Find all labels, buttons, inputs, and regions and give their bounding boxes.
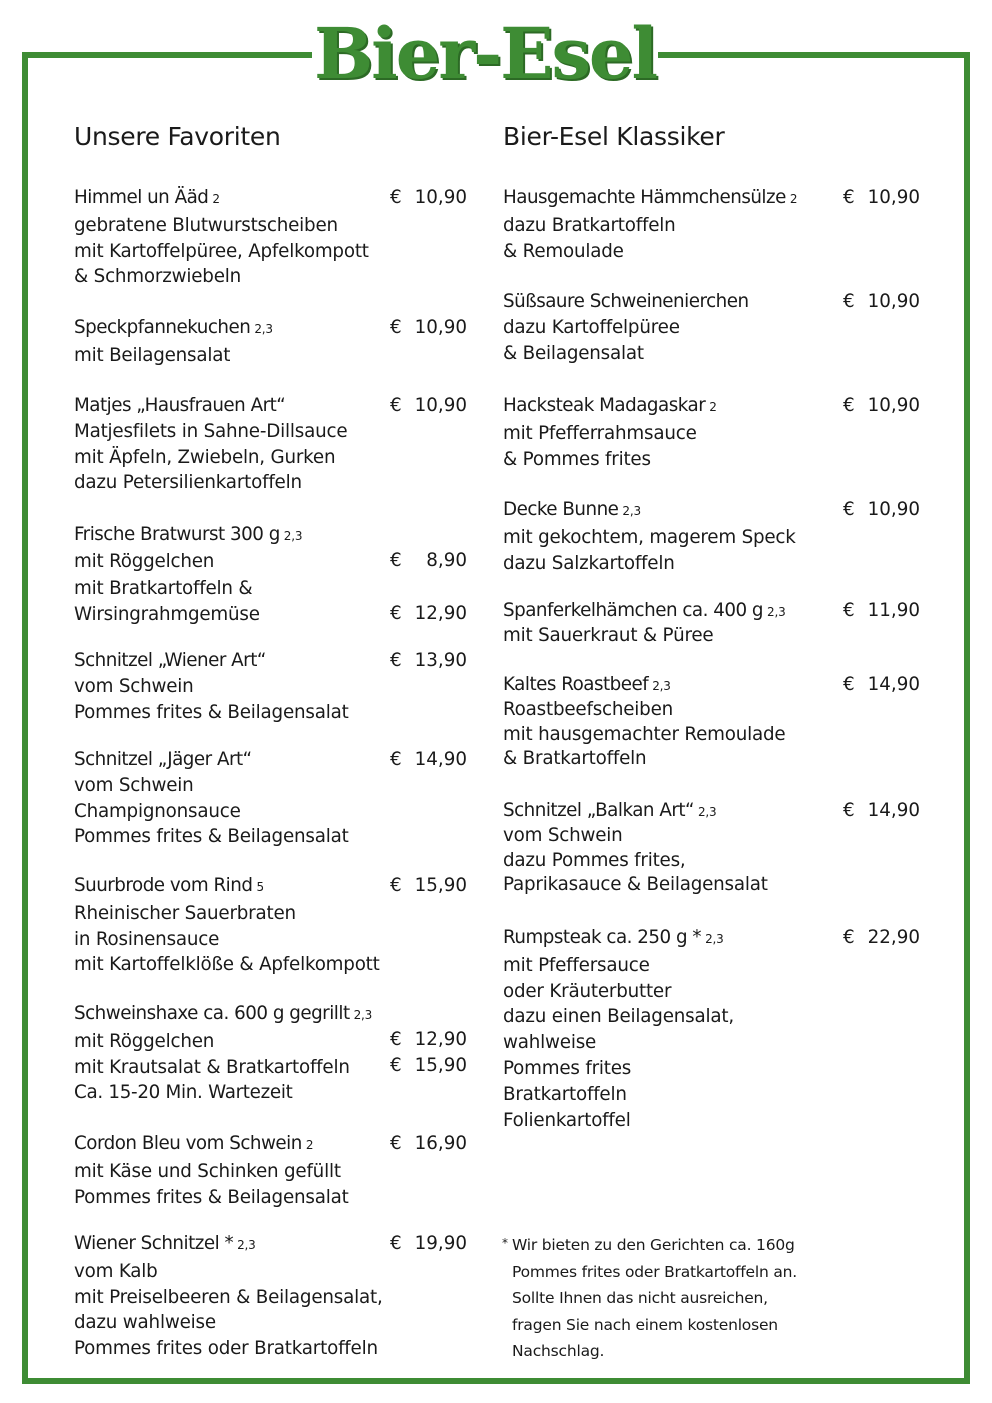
price-amount: 15,90 <box>414 1054 467 1076</box>
menu-item-description: mit Pfefferrahmsauce <box>503 422 697 444</box>
menu-item-description: Wirsingrahmgemüse <box>74 603 260 625</box>
price-amount: 14,90 <box>414 749 467 770</box>
euro-symbol: € <box>390 1028 402 1050</box>
euro-symbol: € <box>390 749 402 770</box>
menu-item-description: Pommes frites & Beilagensalat <box>74 701 349 723</box>
menu-item-price <box>390 393 467 419</box>
allergen-note: 5 <box>256 880 264 894</box>
footnote-line: fragen Sie nach einem kostenlosen <box>512 1315 778 1334</box>
euro-symbol: € <box>843 187 855 208</box>
price-amount: 10,90 <box>867 291 920 312</box>
menu-item-description: Roastbeefscheiben <box>503 699 674 721</box>
price-amount: 10,90 <box>867 395 920 416</box>
menu-item-name: Frische Bratwurst 300 g <box>74 524 280 545</box>
menu-item-description: vom Schwein <box>74 774 194 796</box>
price-amount: 10,90 <box>867 187 920 208</box>
menu-item-description: Paprikasauce & Beilagensalat <box>503 874 768 896</box>
price-amount: 16,90 <box>414 1133 467 1154</box>
allergen-note: 2 <box>212 192 220 206</box>
menu-item-name: Schweinshaxe ca. 600 g gegrillt <box>74 1003 350 1024</box>
menu-item-price <box>390 648 467 674</box>
euro-symbol: € <box>843 395 855 416</box>
menu-item-description: dazu einen Beilagensalat, <box>503 1006 734 1028</box>
menu-item-price <box>843 289 920 315</box>
menu-item-description: dazu Pommes frites, <box>503 849 686 871</box>
menu-item-description: mit gekochtem, magerem Speck <box>503 526 796 548</box>
menu-item-price <box>390 548 467 574</box>
euro-symbol: € <box>390 187 402 208</box>
euro-symbol: € <box>390 602 402 624</box>
left-column-title: Unsere Favoriten <box>74 122 281 151</box>
menu-item-name: Speckpfannekuchen <box>74 317 251 338</box>
footnote-asterisk: * <box>502 1236 508 1250</box>
menu-item-description: mit Röggelchen <box>74 1030 215 1052</box>
price-amount: 15,90 <box>414 875 467 896</box>
menu-item-description: dazu wahlweise <box>74 1312 216 1334</box>
price-amount: 19,90 <box>414 1233 467 1254</box>
menu-item-description: Ca. 15-20 Min. Wartezeit <box>74 1082 293 1104</box>
allergen-note: 2,3 <box>705 932 724 946</box>
menu-item-name: Cordon Bleu vom Schwein <box>74 1133 302 1154</box>
price-amount: 14,90 <box>867 800 920 821</box>
menu-item-description: wahlweise <box>503 1032 597 1054</box>
bier-esel-logo: Bier-Esel <box>313 12 657 95</box>
footnote-line: Nachschlag. <box>512 1342 605 1360</box>
euro-symbol: € <box>390 875 402 896</box>
menu-item-description: Rheinischer Sauerbraten <box>74 902 296 924</box>
menu-item-description: dazu Kartoffelpüree <box>503 316 680 338</box>
euro-symbol: € <box>843 499 855 520</box>
menu-item-price <box>843 497 920 523</box>
euro-symbol: € <box>390 550 402 572</box>
menu-item <box>74 393 474 496</box>
menu-item-description: dazu Salzkartoffeln <box>503 552 675 574</box>
menu-item-name: Himmel un Ääd <box>74 187 209 208</box>
footnote-line: Sollte Ihnen das nicht ausreichen, <box>512 1289 768 1307</box>
allergen-note: 2,3 <box>283 529 303 543</box>
menu-item-price <box>390 601 467 627</box>
menu-item-description: mit hausgemachter Remoulade <box>503 723 786 745</box>
price-amount: 12,90 <box>414 602 467 624</box>
menu-item-description: & Bratkartoffeln <box>503 748 647 770</box>
allergen-note: 2,3 <box>254 322 273 336</box>
menu-item <box>503 925 920 1133</box>
menu-item <box>74 1131 474 1210</box>
menu-item-price <box>390 1053 467 1079</box>
menu-item-price <box>390 315 467 341</box>
menu-item-description: in Rosinensauce <box>74 928 220 950</box>
allergen-note: 2,3 <box>622 504 641 518</box>
menu-item-description: mit Röggelchen <box>74 551 215 573</box>
menu-item-description: dazu Petersilienkartoffeln <box>74 472 302 494</box>
menu-item-price <box>843 185 920 211</box>
allergen-note: 2,3 <box>767 605 786 619</box>
menu-item <box>503 289 920 366</box>
menu-item-description: Matjesfilets in Sahne-Dillsauce <box>74 420 348 442</box>
menu-item <box>74 315 474 369</box>
euro-symbol: € <box>390 1233 402 1254</box>
menu-item <box>74 873 474 978</box>
menu-item <box>74 522 474 628</box>
menu-item-price <box>843 925 920 951</box>
euro-symbol: € <box>390 1054 402 1076</box>
price-amount: 10,90 <box>414 317 467 338</box>
price-amount: 12,90 <box>414 1028 467 1050</box>
price-amount: 11,90 <box>867 600 920 621</box>
menu-item-price <box>390 1027 467 1053</box>
price-amount: 22,90 <box>867 927 920 948</box>
menu-item-description: mit Sauerkraut & Püree <box>503 625 714 646</box>
price-amount: 10,90 <box>867 499 920 520</box>
menu-item-title <box>74 1001 474 1029</box>
menu-item-price <box>390 1131 467 1157</box>
menu-item-title <box>74 522 474 549</box>
menu-item-description: mit Kartoffelklöße & Apfelkompott <box>74 954 380 976</box>
menu-item-name: Decke Bunne <box>503 499 619 520</box>
menu-item-description: mit Pfeffersauce <box>503 954 650 976</box>
menu-item-price <box>843 599 920 623</box>
menu-item-price <box>843 393 920 419</box>
menu-item <box>74 1231 474 1362</box>
price-amount: 14,90 <box>867 674 920 695</box>
menu-item <box>74 648 474 725</box>
menu-item-price <box>390 747 467 773</box>
right-column-title: Bier-Esel Klassiker <box>503 122 725 151</box>
menu-item-description: mit Bratkartoffeln & <box>74 577 253 599</box>
footnote <box>502 1232 797 1365</box>
menu-item-name: Spanferkelhämchen ca. 400 g <box>503 600 764 621</box>
menu-item-description: Pommes frites oder Bratkartoffeln <box>74 1338 378 1360</box>
menu-item-description: dazu Bratkartoffeln <box>503 214 676 236</box>
menu-item-name: Wiener Schnitzel * <box>74 1233 234 1254</box>
menu-item-price <box>390 873 467 899</box>
euro-symbol: € <box>843 800 855 821</box>
menu-item-description: & Beilagensalat <box>503 342 644 364</box>
menu-item <box>74 1001 474 1106</box>
menu-item-description: vom Schwein <box>74 675 194 697</box>
menu-item-name: Hacksteak Madagaskar <box>503 395 706 416</box>
menu-item <box>503 497 920 576</box>
menu-item-description: & Remoulade <box>503 240 624 262</box>
menu-item <box>503 599 920 648</box>
price-amount: 13,90 <box>414 650 467 671</box>
menu-item-name: Schnitzel „Balkan Art“ <box>503 800 694 821</box>
allergen-note: 2 <box>709 400 717 414</box>
allergen-note: 2,3 <box>237 1238 256 1252</box>
euro-symbol: € <box>390 650 402 671</box>
menu-item-name: Kaltes Roastbeef <box>503 674 649 695</box>
allergen-note: 2,3 <box>652 679 671 693</box>
menu-item-description: Bratkartoffeln <box>503 1083 627 1105</box>
menu-item-price <box>843 799 920 823</box>
euro-symbol: € <box>843 674 855 695</box>
menu-item-name: Rumpsteak ca. 250 g * <box>503 927 702 948</box>
menu-item-name: Schnitzel „Wiener Art“ <box>74 650 266 671</box>
menu-item-description: Pommes frites <box>503 1057 632 1079</box>
menu-item-description: vom Schwein <box>503 825 623 847</box>
menu-item <box>503 799 920 898</box>
euro-symbol: € <box>390 1133 402 1154</box>
menu-item-description: mit Krautsalat & Bratkartoffeln <box>74 1056 350 1078</box>
menu-item <box>503 393 920 472</box>
menu-item-name: Suurbrode vom Rind <box>74 875 253 896</box>
menu-item-description: & Pommes frites <box>503 448 651 470</box>
menu-item-description: Folienkartoffel <box>503 1109 631 1131</box>
price-amount: 10,90 <box>414 187 467 208</box>
allergen-note: 2,3 <box>353 1008 373 1022</box>
menu-item-name: Schnitzel „Jäger Art“ <box>74 749 252 770</box>
euro-symbol: € <box>843 600 855 621</box>
euro-symbol: € <box>390 317 402 338</box>
allergen-note: 2,3 <box>697 805 717 819</box>
price-amount: 8,90 <box>426 550 467 572</box>
menu-item <box>74 185 474 290</box>
allergen-note: 2 <box>305 1138 314 1152</box>
menu-item-name: Süßsaure Schweinenierchen <box>503 291 749 312</box>
menu-item-price <box>843 673 920 697</box>
menu-item-description: mit Käse und Schinken gefüllt <box>74 1160 341 1182</box>
menu-item <box>503 185 920 264</box>
menu-item-description: mit Preiselbeeren & Beilagensalat, <box>74 1286 383 1308</box>
menu-item-description: gebratene Blutwurstscheiben <box>74 214 338 236</box>
menu-item-price <box>390 185 467 211</box>
footnote-line: Wir bieten zu den Gerichten ca. 160g <box>512 1236 795 1254</box>
menu-item-price <box>390 1231 467 1257</box>
menu-item-description: Pommes frites & Beilagensalat <box>74 1186 349 1208</box>
footnote-line: Pommes frites oder Bratkartoffeln an. <box>512 1262 797 1281</box>
menu-item-description: Champignonsauce <box>74 800 241 822</box>
menu-item-name: Matjes „Hausfrauen Art“ <box>74 395 286 416</box>
menu-item-description: Pommes frites & Beilagensalat <box>74 826 349 848</box>
menu-item-description: mit Beilagensalat <box>74 344 231 366</box>
menu-item-description: oder Kräuterbutter <box>503 980 672 1002</box>
menu-item <box>74 747 474 850</box>
allergen-note: 2 <box>789 192 798 206</box>
menu-item <box>503 673 920 772</box>
menu-item-description: & Schmorzwiebeln <box>74 266 242 288</box>
menu-item-description: vom Kalb <box>74 1260 158 1282</box>
price-amount: 10,90 <box>414 395 467 416</box>
euro-symbol: € <box>390 395 402 416</box>
menu-item-description: mit Kartoffelpüree, Apfelkompott <box>74 240 369 262</box>
menu-item-name: Hausgemachte Hämmchensülze <box>503 187 786 208</box>
euro-symbol: € <box>843 927 855 948</box>
menu-item-description: mit Äpfeln, Zwiebeln, Gurken <box>74 446 336 468</box>
euro-symbol: € <box>843 291 855 312</box>
